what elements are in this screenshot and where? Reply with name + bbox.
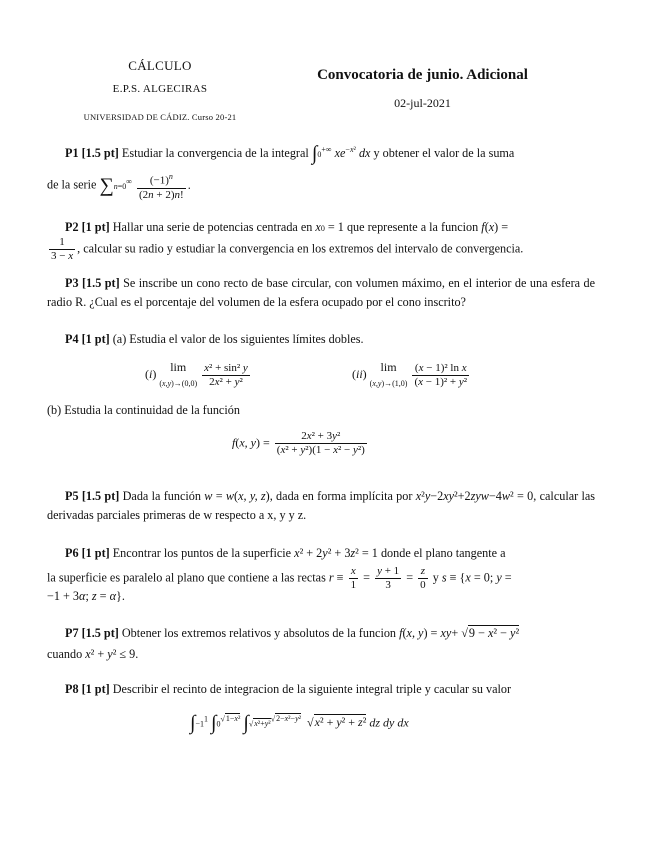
problem-6-text-a: Encontrar los puntos de la superficie — [112, 546, 292, 560]
problem-5-label: P5 [1.5 pt] — [65, 489, 120, 503]
problem-2-label: P2 [1 pt] — [65, 220, 110, 234]
problem-7-label: P7 [1.5 pt] — [65, 626, 119, 640]
problem-1-label: P1 [1.5 pt] — [65, 146, 119, 161]
problem-1-text-a: Estudiar la convergencia de la integral — [121, 146, 309, 161]
problem-7: P7 [1.5 pt] Obtener los extremos relativos y absolutos de la funcion f(x, y) = xy+ √9 − x² − y² — [65, 626, 520, 640]
problem-8-label: P8 [1 pt] — [65, 682, 110, 696]
problem-2: P2 [1 pt] Hallar una serie de potencias centrada en x0 = 1 que represente a la funcion f(x) = — [65, 220, 509, 234]
integral-expr: ∫0+∞ $xe^{-x^2}$ dx — [311, 142, 371, 165]
problem-7-text-a: Obtener los extremos relativos y absolutos de la funcion — [121, 626, 397, 640]
problem-4-text-a: (a) Estudia el valor de los siguientes límites dobles. — [112, 332, 364, 346]
problem-5-text-a: Dada la función — [122, 489, 201, 503]
limit-i: (i) lim (x,y)→(0,0) $\frac{\text{x² + sin² y}}{\text{2x² + y²}}$ — [145, 360, 248, 388]
series-expr: ∑n=0∞ $\frac{(-1)^n}{(2n + 2)n!}$ . — [99, 172, 191, 201]
problem-4 — [47, 330, 595, 349]
course-name: CÁLCULO — [128, 58, 192, 73]
exam-date: 02-jul-2021 — [394, 96, 451, 110]
problem-2-text-a: Hallar una serie de potencias centrada en — [112, 220, 313, 234]
problem-2-text-c: , calcular su radio y estudiar la convergencia en los extremos del intervalo de convergencia. — [77, 241, 524, 256]
problem-7-line2: cuando x² + y² ≤ 9. — [47, 647, 139, 661]
header-left — [60, 58, 260, 122]
header-right — [285, 67, 560, 111]
problem-7-text-b: cuando — [47, 647, 83, 661]
problem-5-text-b: , dada en forma implícita por — [269, 489, 413, 503]
problem-1-text-c: de la serie — [47, 177, 97, 192]
limit-ii: (ii) lim (x,y)→(1,0) $\frac{\text{(x − 1)² ln x}}{\text{(x − 1)² + y²}}$ — [352, 360, 468, 388]
problem-6-label: P6 [1 pt] — [65, 546, 110, 560]
problem-1 — [47, 140, 595, 164]
problem-4-b — [47, 401, 595, 420]
problem-6: P6 [1 pt] Encontrar los puntos de la superficie x² + 2y² + 3z² = 1 donde el plano tangente a — [65, 546, 506, 560]
problem-3-text: Se inscribe un cono recto de base circular, con volumen máximo, en el interior de una esfera de radio R. ¿Cual es el porcentaje del volumen de la esfera ocupado por el cono inscrito? — [47, 276, 596, 309]
problem-6-text-c: la superficie es paralelo al plano que contiene a las rectas — [47, 570, 326, 585]
problem-5-text-c: calcular las derivadas parciales primeras de w respecto a x, y y z. — [47, 489, 596, 522]
problem-5: P5 [1.5 pt] Dada la función w = w(x, y, z), dada en forma implícita por x²y−2xy²+2zyw−4w² = 0, calcular las derivadas parciales primeras de w respecto a x, y y z. — [47, 489, 596, 522]
problem-2-text-b: que represente a la funcion — [346, 220, 479, 234]
problem-8 — [47, 680, 595, 699]
school-name: E.P.S. ALGECIRAS — [112, 83, 208, 95]
problem-6-line3: −1 + 3α; z = α}. — [47, 589, 125, 603]
problem-6-line2: la superficie es paralelo al plano que contiene a las rectas r ≡ $\frac{x}{1}$ = $\frac{y + 1}{3}$ = $\frac{z}{0}$ y s ≡ {x = 0; y = — [47, 565, 512, 591]
problem-4-label: P4 [1 pt] — [65, 332, 110, 346]
problem-1-line2 — [47, 170, 595, 202]
exam-title: Convocatoria de junio. Adicional — [317, 67, 528, 83]
problem-2-line2: $\frac{1}{3 - x}$ , calcular su radio y estudiar la convergencia en los extremos del intervalo de convergencia. — [51, 236, 524, 262]
university-name: UNIVERSIDAD DE CÁDIZ. Curso 20-21 — [83, 112, 237, 122]
problem-1-text-b: y obtener el valor de la suma — [373, 146, 515, 161]
problem-6-text-b: donde el plano tangente a — [380, 546, 506, 560]
problem-4-text-b: (b) Estudia la continuidad de la función — [47, 403, 240, 417]
triple-integral: $\int-1^1$ $\int 0^{√1-x^2}$ ∫√x²+y²$^{√2-x^2-y^2}$ √x² + y² + z² dz dy dx — [190, 712, 409, 734]
function-f: f(x, y) = $\frac{\text{2x² + 3y²}}{\text{(x² + y²)(1 − x² − y²)}}$ — [232, 430, 365, 456]
problem-3-label: P3 [1.5 pt] — [65, 276, 120, 290]
problem-3 — [47, 274, 595, 312]
problem-8-text: Describir el recinto de integracion de la siguiente integral triple y cacular su valor — [112, 682, 512, 696]
